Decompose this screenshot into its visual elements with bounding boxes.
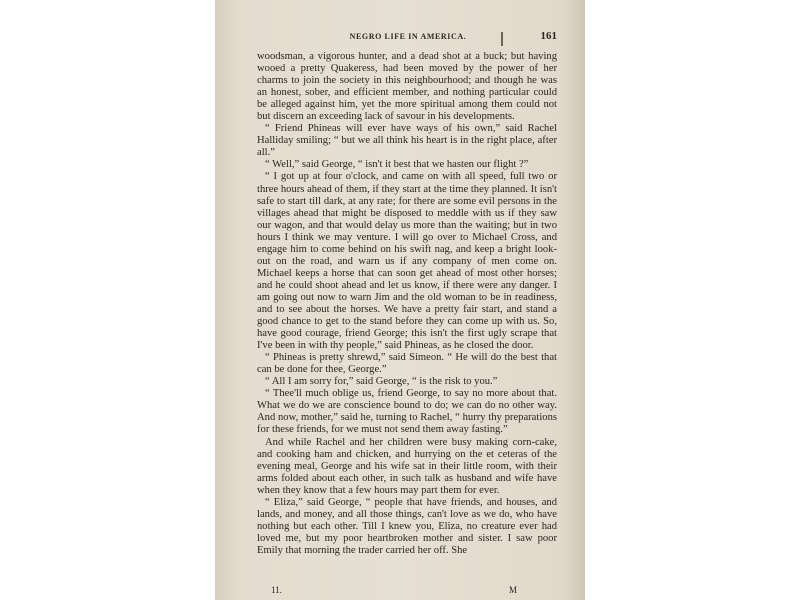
paragraph: “ Eliza,” said George, “ people that have friends, and houses, and lands, and money, and all those things, can't love as we do, who have nothing but each other. Till I knew you, Eliza, no creature ever had loved me, but my poor heartbroken mother and sister. I saw poor Emily that morning the trader carried her off. She [257,496,557,556]
paragraph: “ Phineas is pretty shrewd,” said Simeon. “ He will do the best that can be done for thee, George.” [257,352,557,376]
running-head: NEGRO LIFE IN AMERICA. [349,32,467,41]
paragraph: “ Well,” said George, “ isn't it best that we hasten our flight ?” [265,159,529,171]
signature-mark: M [508,585,517,595]
body-text [257,51,557,557]
paragraph: “ I got up at four o'clock, and came on with all speed, full two or three hours ahead of them, if they start at the time they planned. It isn't safe to start till dark, at any rate; for there are some evil persons in the villages ahead that might be disposed to meddle with us if they saw our wagon, and that would delay us more than the waiting; but in two hours I think we may venture. I will go over to Michael Cross, and engage him to come behind on his swift nag, and keep a bright look-out on the road, and warn us if any company of men come on. Michael keeps a horse that can soon get ahead of most other horses; and he could shoot ahead and let us know, if there were any danger. I am going out now to warn Jim and the old woman to be in readiness, and to see about the horses. We have a pretty fair start, and stand a good chance to get to the stand before they can come up with us. So, have good courage, friend George; this isn't the first ugly scrape that I've been in with thy people,” said Phineas, as he closed the door. [257,171,557,352]
page-number: 161 [540,30,557,42]
paragraph: woodsman, a vigorous hunter, and a dead shot at a buck; but having wooed a pretty Quakeress, had been moved by the power of her charms to join the society in this neighbourhood; and though he was an honest, sober, and efficient member, and nothing particular could be alleged against him, yet the more spiritual among them could not but discern an exceeding lack of savour in his developments. [257,51,557,123]
paragraph: And while Rachel and her children were busy making corn-cake, and cooking ham and chicken, and hurrying on the et ceteras of the evening meal, George and his wife sat in their little room, with their arms folded about each other, in such talk as husband and wife have when they know that a few hours may part them for ever. [257,436,557,496]
paragraph: “ Thee'll much oblige us, friend George, to say no more about that. What we do we are conscience bound to do; we can do no other way. And now, mother,” said he, turning to Rachel, “ hurry thy preparations for these friends, for we must not send them away fasting.” [257,388,557,436]
page-header [259,32,557,46]
paragraph: “ All I am sorry for,” said George, “ is the risk to you.” [265,376,498,388]
header-rule [501,32,503,46]
paragraph: “ Friend Phineas will ever have ways of his own,” said Rachel Halliday smiling; “ but we all think his heart is in the right place, after all.” [257,123,557,159]
book-page [215,0,585,600]
signature-number: 11. [271,585,282,595]
